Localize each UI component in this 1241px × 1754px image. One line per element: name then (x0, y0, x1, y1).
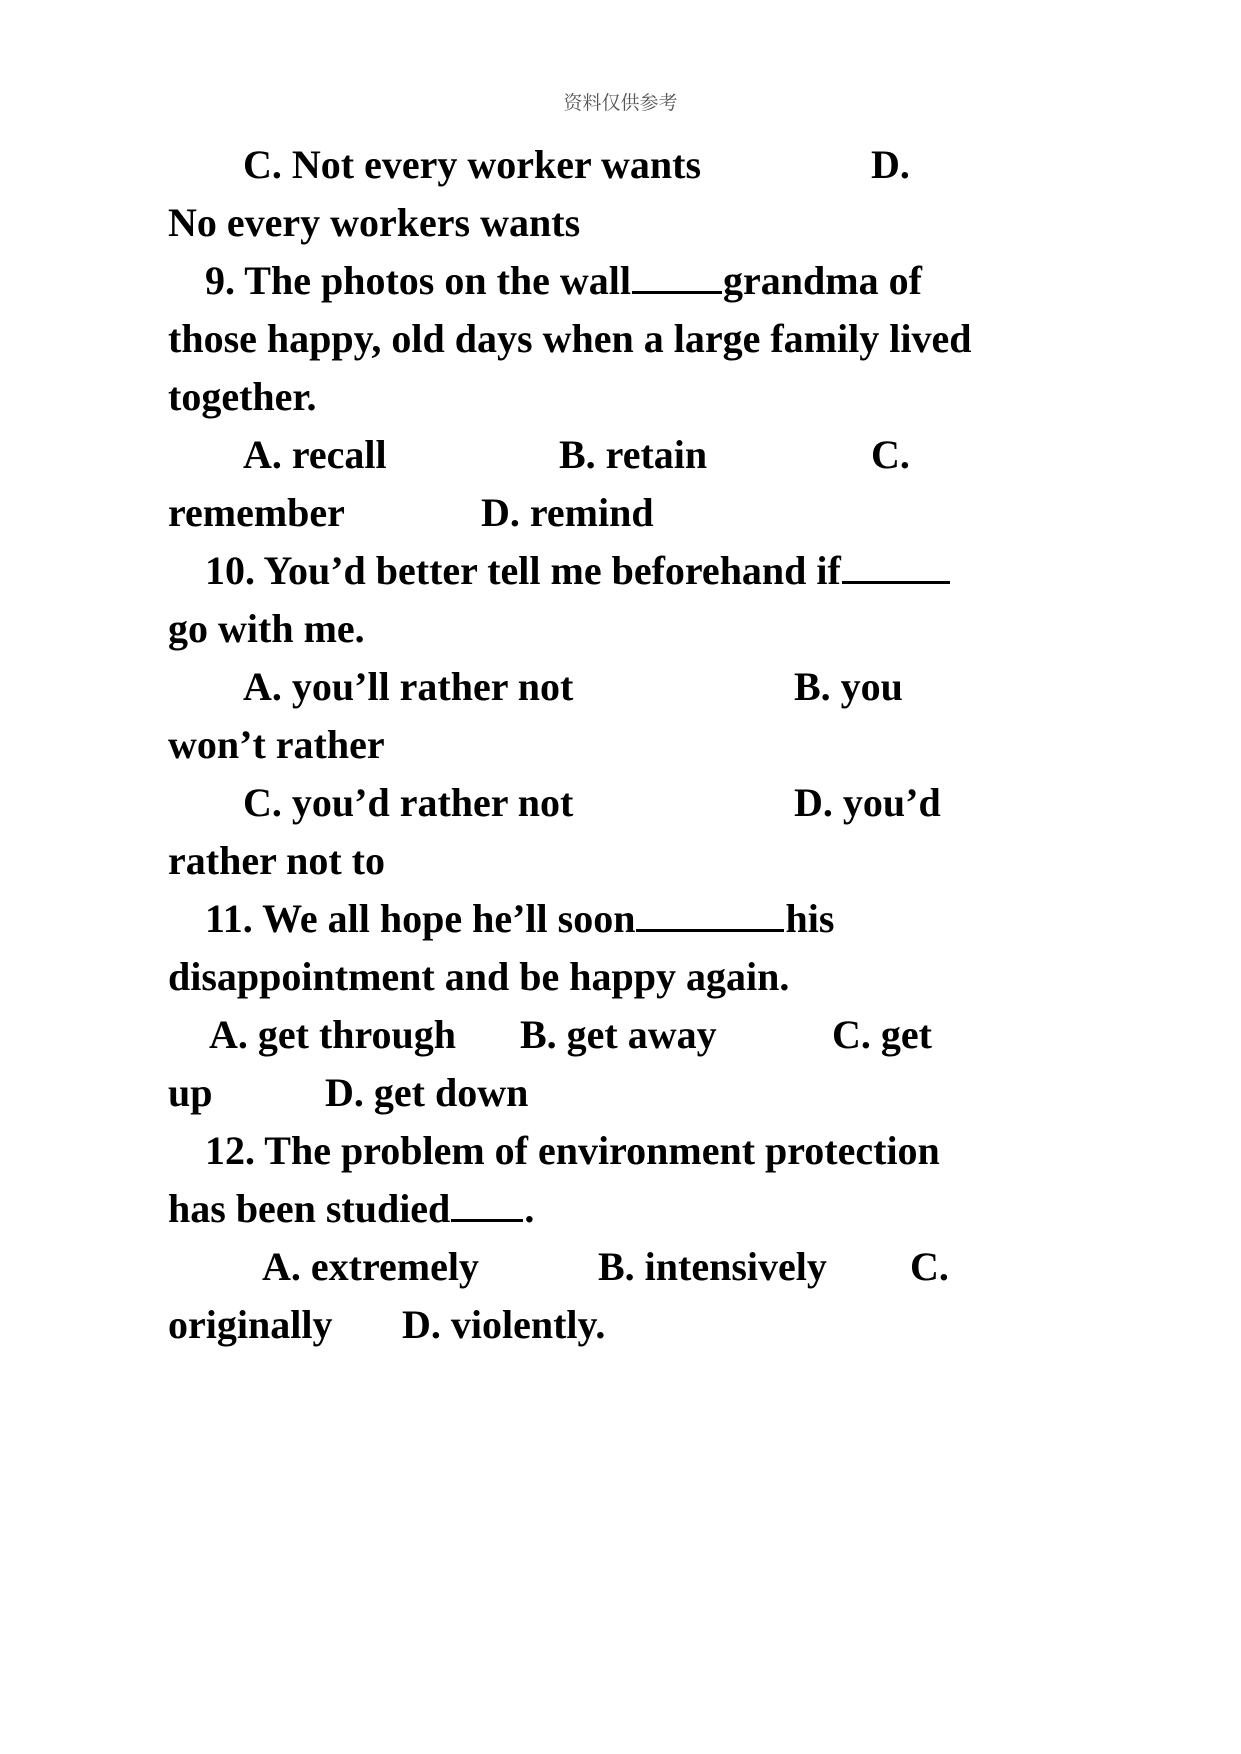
q10-stem (205, 548, 951, 594)
q12-stem-part-2: . (524, 1186, 535, 1231)
q10-answer-blank (842, 551, 950, 584)
q11-stem (205, 896, 834, 942)
q12-option-b: B. intensively (598, 1244, 827, 1289)
q11-option-d: D. get down (325, 1070, 529, 1115)
q11-option-c-part-1: C. get (832, 1012, 932, 1057)
q8-option-d-text: No every workers wants (168, 200, 581, 245)
q12-answer-blank (451, 1189, 523, 1222)
q10-option-b-part-1: B. you (794, 664, 903, 709)
page-header: 资料仅供参考 (563, 92, 678, 114)
q9-option-c-label: C. (871, 432, 910, 477)
q9-answer-blank (632, 261, 722, 294)
q11-option-b: B. get away (520, 1012, 717, 1057)
q9-stem-part-2: grandma of (723, 258, 922, 303)
q10-stem-part-1: 10. You’d better tell me beforehand if (205, 548, 841, 593)
q12-option-c-label: C. (910, 1244, 949, 1289)
q11-stem-part-2: his (785, 896, 835, 941)
q9-option-c-text: remember (168, 490, 345, 535)
q10-option-d-part-2: rather not to (168, 838, 385, 883)
q10-option-a: A. you’ll rather not (243, 664, 574, 709)
q10-option-c: C. you’d rather not (243, 780, 574, 825)
q8-option-c: C. Not every worker wants (243, 142, 702, 187)
q11-stem-text-2: disappointment and be happy again. (168, 954, 790, 999)
q11-option-c-part-2: up (168, 1070, 213, 1115)
q9-stem (205, 258, 922, 304)
q11-answer-blank (636, 899, 784, 932)
q10-option-d-part-1: D. you’d (794, 780, 941, 825)
q11-stem-part-1: 11. We all hope he’ll soon (205, 896, 636, 941)
q8-option-d-label: D. (871, 142, 910, 187)
q12-option-c-text: originally (168, 1302, 333, 1347)
q12-option-d: D. violently. (402, 1302, 606, 1347)
q10-option-b-part-2: won’t rather (168, 722, 385, 767)
q9-option-a: A. recall (243, 432, 387, 477)
q12-stem-part-1: has been studied (168, 1186, 451, 1231)
q10-stem-text-2: go with me. (168, 606, 365, 651)
q9-option-b: B. retain (559, 432, 708, 477)
q9-stem-part-1: 9. The photos on the wall (205, 258, 632, 303)
q9-option-d: D. remind (481, 490, 654, 535)
q12-option-a: A. extremely (262, 1244, 479, 1289)
q9-stem-text-2: those happy, old days when a large family lived (168, 316, 972, 361)
q12-stem (168, 1186, 534, 1232)
q11-option-a: A. get through (209, 1012, 457, 1057)
q9-stem-text-3: together. (168, 374, 317, 419)
q12-stem-text-1: 12. The problem of environment protection (205, 1128, 940, 1173)
